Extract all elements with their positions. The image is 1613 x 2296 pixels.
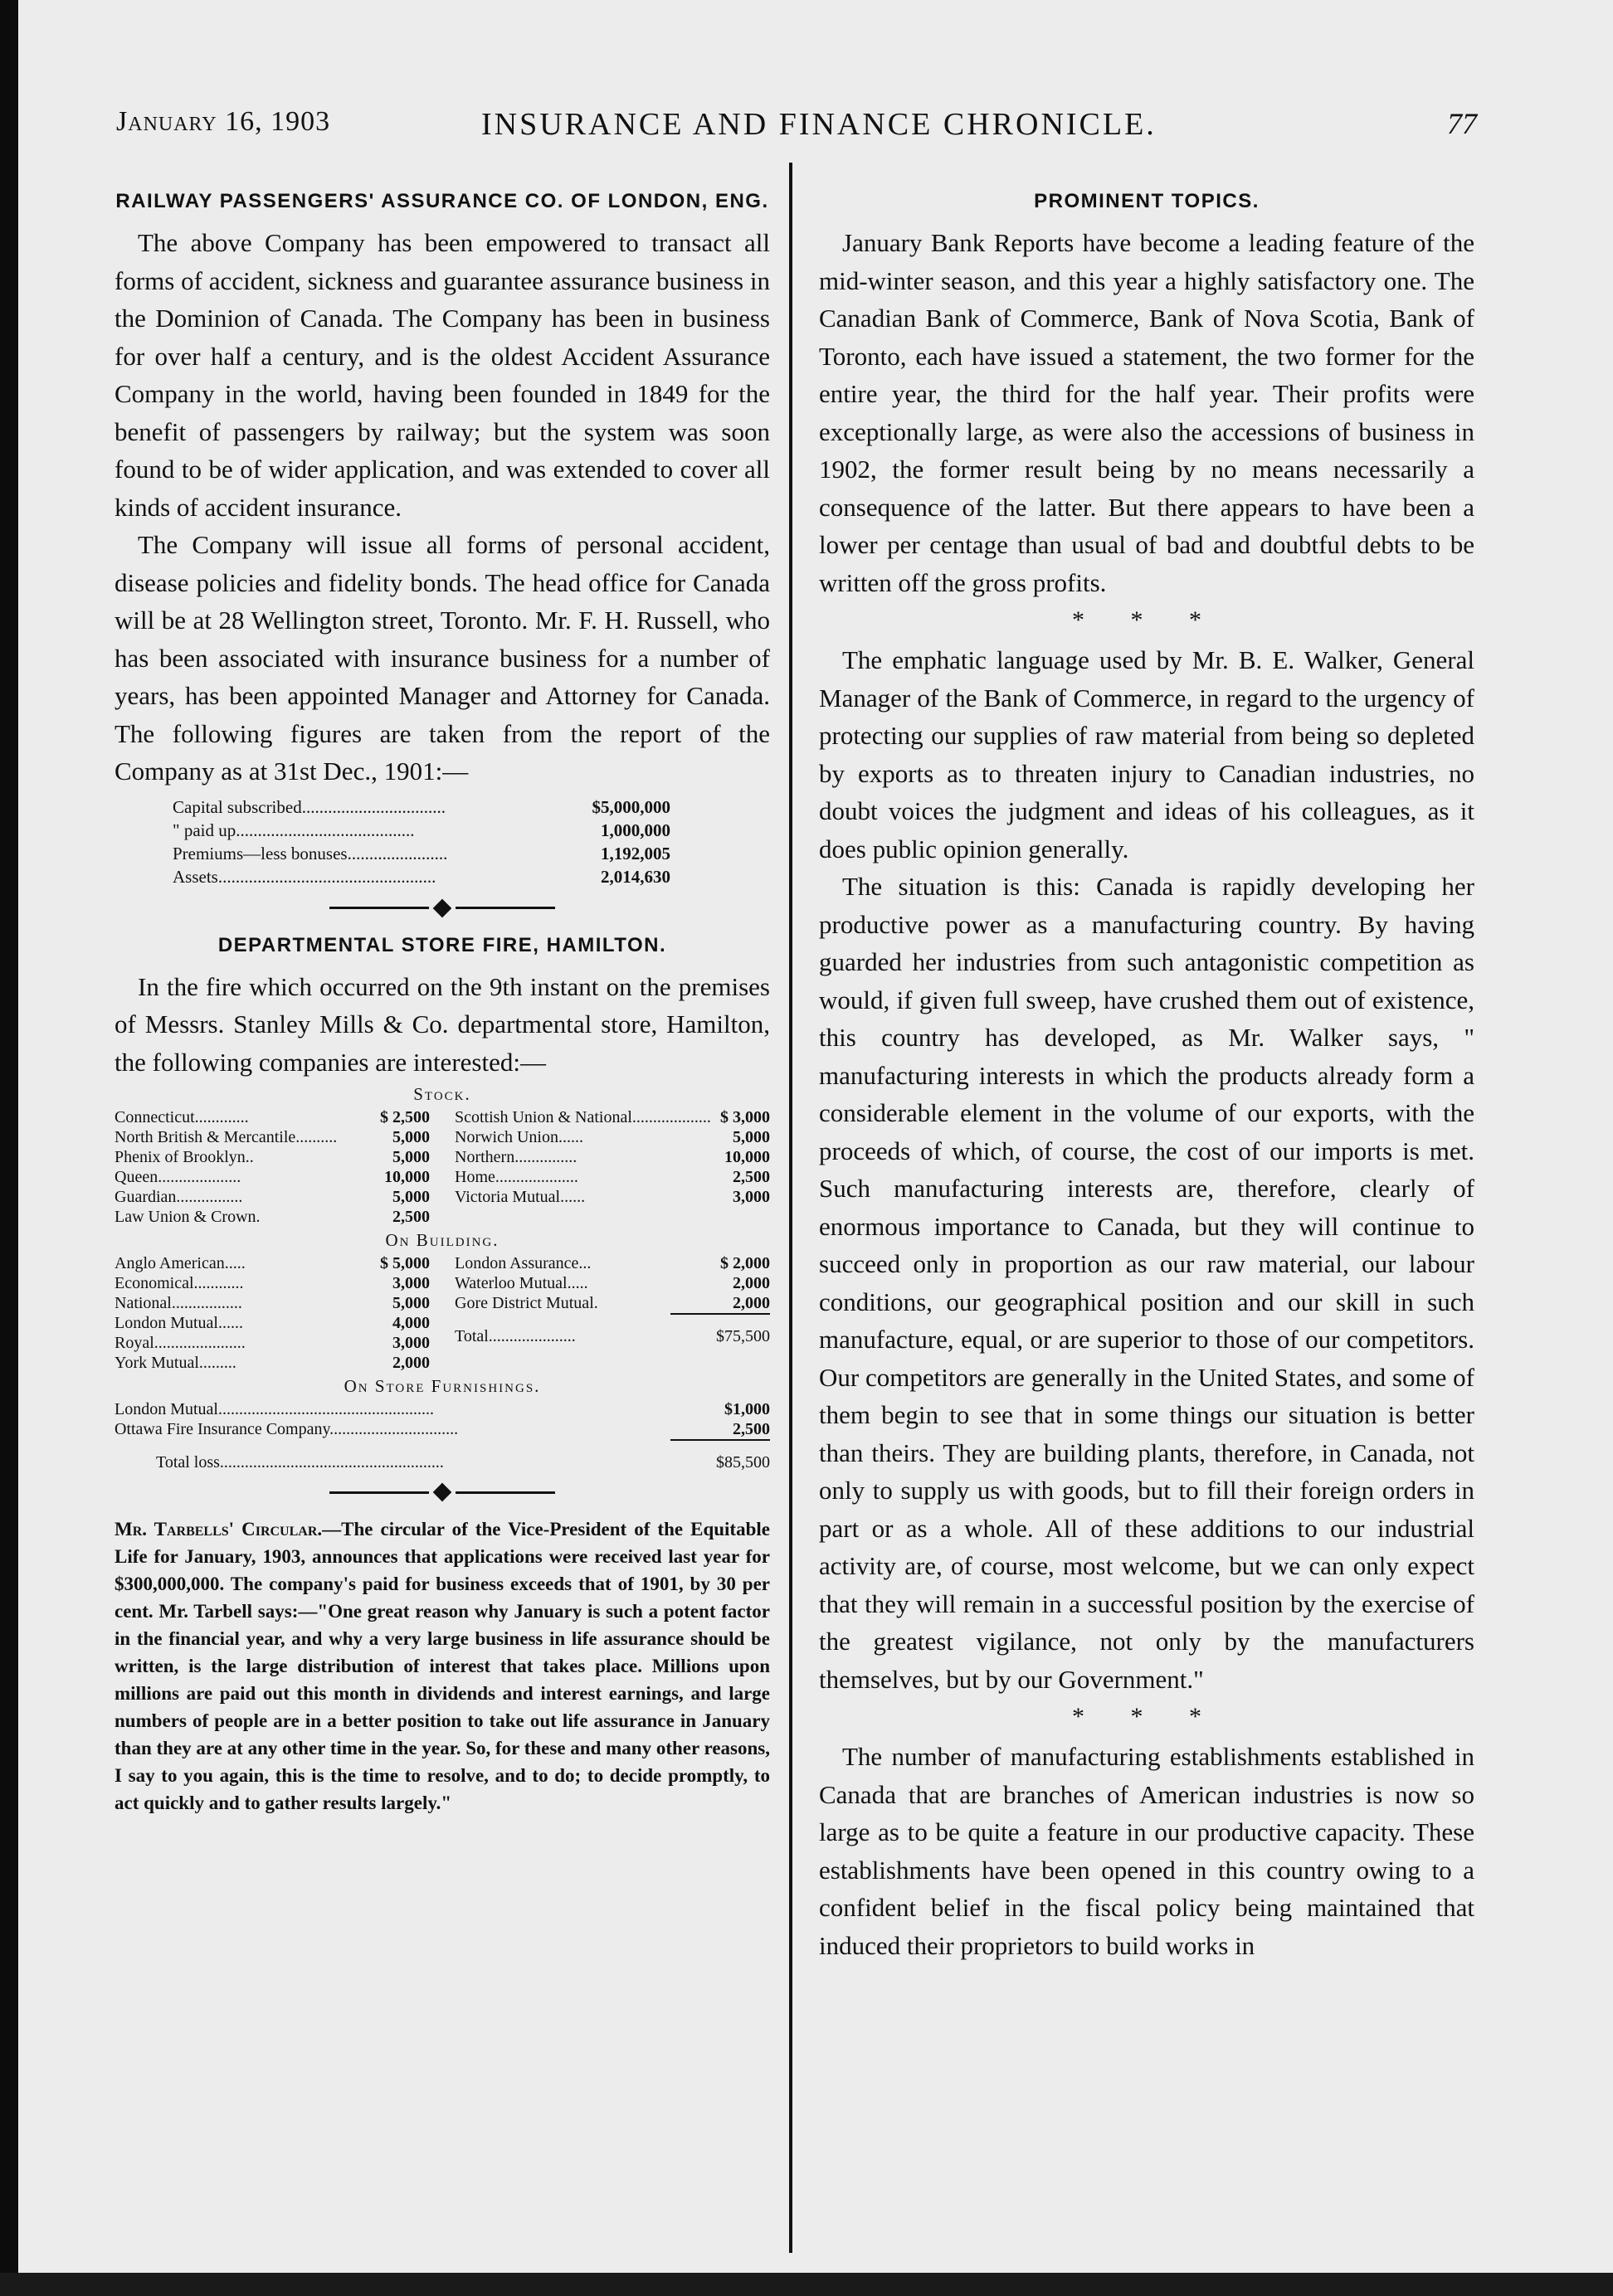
total-loss-row bbox=[115, 1452, 770, 1472]
table-row: Home.................... 2,500 bbox=[455, 1168, 770, 1186]
scan-edge-left bbox=[0, 0, 18, 2296]
tarbell-text: —The circular of the Vice-President of the Equitable Life for January, 1903, announces that applications were received last year for $300,000,000. The company's paid for business exceeds that of 1901, by 30 per cent. Mr. Tarbell says:—"One great reason why January is such a potent factor in the financial year, and why a very large business in life assurance should be written, is the large distribution of interest that takes place. Millions upon millions are paid out this month in dividends and interest earnings, and large numbers of people are in a better position to take out life assurance in January than they are at any other time in the year. So, for these and many other reasons, I say to you again, this is the time to resolve, and to do; to decide promptly, to act quickly and to gather results largely." bbox=[115, 1519, 770, 1813]
table-row: Economical............ 3,000 bbox=[115, 1274, 430, 1292]
table-row: Anglo American..... $ 5,000 bbox=[115, 1254, 430, 1272]
fire-paragraph: In the fire which occurred on the 9th instant on the premises of Messrs. Stanley Mills & Co. departmental store, Hamilton, the following companies are interested:— bbox=[115, 971, 770, 1077]
prominent-topics-heading: PROMINENT TOPICS. bbox=[1034, 190, 1260, 212]
table-row: Scottish Union & National................... $ 3,000 bbox=[455, 1108, 770, 1126]
stock-heading: Stock. bbox=[413, 1084, 471, 1104]
bank-reports-paragraph: January Bank Reports have become a leading feature of the mid-winter season, and this year a highly satisfactory one. The Canadian Bank of Commerce, Bank of Nova Scotia, Bank of Toronto, each have issued a statement, the two former for the entire year, the third for the half year. Their profits were exceptionally large, as were also the accessions of business in 1902, the former result being by no means necessarily a consequence of the latter. But there appears to have been a lower per centage than usual of bad and doubtful debts to be written off the gross profits. bbox=[819, 228, 1474, 597]
tarbell-paragraph bbox=[115, 1515, 770, 1817]
total-loss-label: Total loss...................................................... bbox=[156, 1453, 444, 1471]
table-row: Queen.................... 10,000 bbox=[115, 1168, 430, 1186]
table-row: London Mutual...... 4,000 bbox=[115, 1314, 430, 1332]
building-total-row bbox=[455, 1326, 770, 1346]
section-stars: * * * bbox=[1072, 1703, 1221, 1730]
figure-label: Capital subscribed................................. bbox=[173, 796, 446, 817]
insurance-table bbox=[115, 1084, 770, 1472]
table-row: National................. 5,000 bbox=[115, 1294, 430, 1312]
building-right bbox=[455, 1253, 770, 1373]
furnishings-heading: On Store Furnishings. bbox=[344, 1376, 541, 1396]
figure-row bbox=[173, 795, 670, 819]
figure-label: " paid up......................................... bbox=[173, 820, 415, 840]
table-row: Gore District Mutual. 2,000 bbox=[455, 1294, 770, 1312]
figure-value: $5,000,000 bbox=[592, 796, 670, 817]
building-left bbox=[115, 1253, 430, 1373]
figure-label: Assets.................................................. bbox=[173, 866, 436, 887]
table-row: York Mutual......... 2,000 bbox=[115, 1354, 430, 1372]
table-row: Waterloo Mutual..... 2,000 bbox=[455, 1274, 770, 1292]
sum-rule bbox=[670, 1313, 770, 1315]
walker-paragraph: The emphatic language used by Mr. B. E. Walker, General Manager of the Bank of Commerce, in regard to the urgency of protecting our supplies of raw material from being so depleted by exports as to threaten injury to Canadian industries, no doubt voices the judgment and ideas of his colleagues, as it does public opinion generally. bbox=[819, 645, 1474, 863]
section-ornament bbox=[115, 902, 770, 915]
column-divider bbox=[789, 163, 792, 2253]
railway-paragraph-2: The Company will issue all forms of personal accident, disease policies and fidelity bonds. The head office for Canada will be at 28 Wellington street, Toronto. Mr. F. H. Russell, who has been associated with insurance business for a number of years, has been appointed Manager and Attorney for Canada. The following figures are taken from the report of the Company as at 31st Dec., 1901:— bbox=[115, 530, 770, 786]
section-ornament bbox=[115, 1486, 770, 1499]
right-column bbox=[819, 187, 1474, 1964]
sum-rule bbox=[670, 1439, 770, 1441]
section-stars: * * * bbox=[1072, 606, 1221, 634]
railway-paragraph-1: The above Company has been empowered to transact all forms of accident, sickness and guarantee assurance business in the Dominion of Canada. The Company has been in business for over half a century, and is the oldest Accident Assurance Company in the world, having been founded in 1849 for the benefit of passengers by railway; but the system was soon found to be of wider application, and was extended to cover all kinds of accident insurance. bbox=[115, 228, 770, 522]
table-row: London Mutual.................................................... $1,000 bbox=[115, 1400, 770, 1418]
figure-value: 2,014,630 bbox=[601, 866, 670, 887]
railway-heading: RAILWAY PASSENGERS' ASSURANCE CO. OF LONDON, ENG. bbox=[115, 190, 769, 212]
stock-left bbox=[115, 1107, 430, 1227]
page-number: 77 bbox=[1447, 107, 1477, 140]
running-head bbox=[116, 106, 1477, 146]
left-column bbox=[115, 187, 770, 1817]
situation-paragraph: The situation is this: Canada is rapidly developing her productive power as a manufacturing country. By having guarded her industries from such antagonistic competition as would, if given full sweep, have crushed them out of existence, this country has developed, as Mr. Walker says, " manufacturing interests in which the products already form a considerable element in the volume of our exports, with the proceeds of which, of course, the cost of our imports is met. Such manufacturing interests are, therefore, clearly of enormous importance to Canada, but they will continue to succeed only in proportion as our raw material, our labour conditions, our geographical position and our skill in such manufacture, equal, or are superior to those of our competitors. Our competitors are generally in the United States, and some of them begin to see that in some things our situation is better than theirs. They are building plants, therefore, in Canada, not only to supply us with goods, but to fill their foreign orders in part or as a whole. All of these additions to our industrial activity are, of course, most welcome, but we can only expect that they will remain in a successful position by the exercise of the greatest vigilance, not only by the manufacturers themselves, but by our Government." bbox=[819, 872, 1474, 1694]
figure-row bbox=[173, 865, 670, 888]
figure-row bbox=[173, 819, 670, 842]
building-heading: On Building. bbox=[385, 1230, 499, 1250]
table-row: Ottawa Fire Insurance Company............................... 2,500 bbox=[115, 1420, 770, 1438]
scan-edge-bottom bbox=[0, 2273, 1613, 2296]
table-row: Law Union & Crown. 2,500 bbox=[115, 1208, 430, 1226]
header-date: January 16, 1903 bbox=[116, 106, 331, 137]
table-row: Victoria Mutual...... 3,000 bbox=[455, 1188, 770, 1206]
table-row: Northern............... 10,000 bbox=[455, 1148, 770, 1166]
table-row: North British & Mercantile.......... 5,000 bbox=[115, 1128, 430, 1146]
table-row: London Assurance... $ 2,000 bbox=[455, 1254, 770, 1272]
table-row: Royal...................... 3,000 bbox=[115, 1334, 430, 1352]
tarbell-lead: Mr. Tarbells' Circular. bbox=[115, 1519, 323, 1540]
company-figures bbox=[173, 795, 670, 888]
figure-row bbox=[173, 842, 670, 865]
publication-title: INSURANCE AND FINANCE CHRONICLE. bbox=[481, 107, 1157, 142]
figure-value: 1,192,005 bbox=[601, 843, 670, 863]
total-loss: $85,500 bbox=[716, 1453, 770, 1471]
fire-heading: DEPARTMENTAL STORE FIRE, HAMILTON. bbox=[217, 933, 667, 956]
table-row: Connecticut............. $ 2,500 bbox=[115, 1108, 430, 1126]
stock-right bbox=[455, 1107, 770, 1227]
building-total: $75,500 bbox=[716, 1327, 770, 1345]
table-row: Guardian................ 5,000 bbox=[115, 1188, 430, 1206]
building-total-label: Total..................... bbox=[455, 1327, 576, 1345]
figure-value: 1,000,000 bbox=[601, 820, 670, 840]
figure-label: Premiums—less bonuses....................... bbox=[173, 843, 448, 863]
establishments-paragraph: The number of manufacturing establishments established in Canada that are branches of American industries is now so large as to be quite a feature in our productive capacity. These establishments have been opened in this country owing to a confident belief in the fiscal policy being maintained that induced their proprietors to build works in bbox=[819, 1742, 1474, 1960]
table-row: Norwich Union...... 5,000 bbox=[455, 1128, 770, 1146]
table-row: Phenix of Brooklyn.. 5,000 bbox=[115, 1148, 430, 1166]
